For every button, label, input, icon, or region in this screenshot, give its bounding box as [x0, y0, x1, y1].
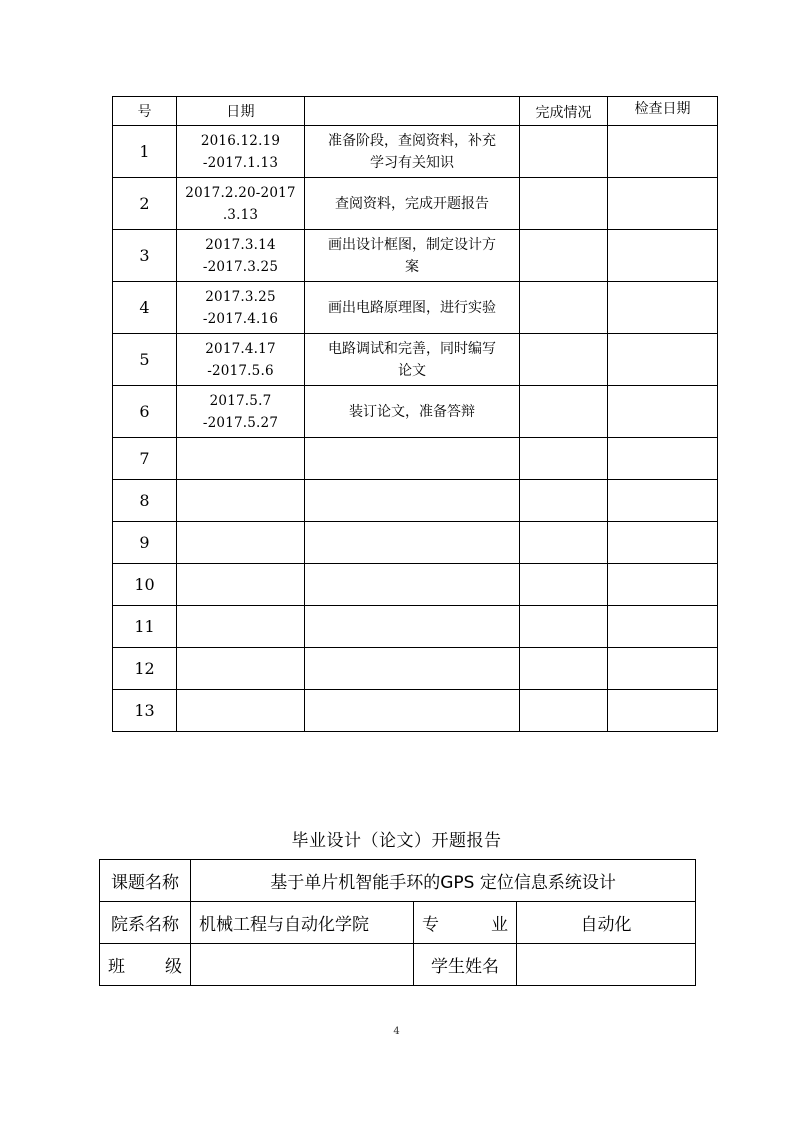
topic-value: 基于单片机智能手环的GPS 定位信息系统设计: [191, 860, 696, 902]
dept-row: [100, 902, 696, 944]
header-check: 检查日期: [608, 97, 718, 126]
row-num: 11: [113, 606, 177, 648]
row-date: 2017.2.20-2017 .3.13: [177, 178, 305, 230]
header-done: 完成情况: [520, 97, 608, 126]
row-check: [608, 386, 718, 438]
row-task: [305, 522, 520, 564]
row-num: 12: [113, 648, 177, 690]
table-row: [113, 606, 718, 648]
row-num: 7: [113, 438, 177, 480]
row-check: [608, 126, 718, 178]
row-num: 6: [113, 386, 177, 438]
row-done: [520, 690, 608, 732]
row-date: [177, 438, 305, 480]
table-row: [113, 178, 718, 230]
row-num: 4: [113, 282, 177, 334]
row-num: 10: [113, 564, 177, 606]
row-date: [177, 480, 305, 522]
class-row: [100, 944, 696, 986]
row-check: [608, 606, 718, 648]
row-task: 画出电路原理图，进行实验: [305, 282, 520, 334]
row-done: [520, 606, 608, 648]
header-task: [305, 97, 520, 126]
row-task: 准备阶段，查阅资料，补充 学习有关知识: [305, 126, 520, 178]
row-check: [608, 690, 718, 732]
row-check: [608, 480, 718, 522]
row-task: [305, 690, 520, 732]
row-date: [177, 606, 305, 648]
row-task: 电路调试和完善，同时编写 论文: [305, 334, 520, 386]
row-check: [608, 178, 718, 230]
row-date: [177, 690, 305, 732]
row-task: [305, 480, 520, 522]
table-row: [113, 522, 718, 564]
student-value: [517, 944, 696, 986]
row-done: [520, 522, 608, 564]
table-row: [113, 282, 718, 334]
row-date: 2017.5.7 -2017.5.27: [177, 386, 305, 438]
row-num: 8: [113, 480, 177, 522]
class-label: 班 级: [100, 944, 191, 986]
row-done: [520, 126, 608, 178]
row-num: 1: [113, 126, 177, 178]
report-title: 毕业设计（论文）开题报告: [291, 831, 502, 851]
row-check: [608, 648, 718, 690]
table-row: [113, 126, 718, 178]
table-row: [113, 648, 718, 690]
row-date: [177, 522, 305, 564]
row-task: [305, 564, 520, 606]
table-row: [113, 334, 718, 386]
row-done: [520, 564, 608, 606]
header-num: 号: [113, 97, 177, 126]
row-check: [608, 230, 718, 282]
report-info-table: [99, 859, 696, 986]
row-task: 查阅资料，完成开题报告: [305, 178, 520, 230]
row-done: [520, 178, 608, 230]
row-check: [608, 438, 718, 480]
row-date: 2017.3.14 -2017.3.25: [177, 230, 305, 282]
row-task: 装订论文，准备答辩: [305, 386, 520, 438]
row-task: 画出设计框图，制定设计方 案: [305, 230, 520, 282]
row-num: 5: [113, 334, 177, 386]
topic-label: 课题名称: [100, 860, 191, 902]
row-num: 2: [113, 178, 177, 230]
row-date: 2017.4.17 -2017.5.6: [177, 334, 305, 386]
row-check: [608, 334, 718, 386]
row-num: 9: [113, 522, 177, 564]
topic-row: [100, 860, 696, 902]
row-done: [520, 480, 608, 522]
student-label: 学生姓名: [414, 944, 517, 986]
row-num: 3: [113, 230, 177, 282]
header-date: 日期: [177, 97, 305, 126]
row-check: [608, 522, 718, 564]
schedule-table: [112, 96, 718, 732]
row-date: [177, 564, 305, 606]
dept-label: 院系名称: [100, 902, 191, 944]
dept-value: 机械工程与自动化学院: [191, 902, 414, 944]
page-number: 4: [393, 1026, 400, 1037]
row-done: [520, 282, 608, 334]
schedule-header-row: [113, 97, 718, 126]
row-done: [520, 386, 608, 438]
major-label: 专 业: [414, 902, 517, 944]
row-done: [520, 334, 608, 386]
row-done: [520, 438, 608, 480]
class-value: [191, 944, 414, 986]
row-task: [305, 648, 520, 690]
major-value: 自动化: [517, 902, 696, 944]
table-row: [113, 690, 718, 732]
row-num: 13: [113, 690, 177, 732]
row-date: 2016.12.19 -2017.1.13: [177, 126, 305, 178]
row-date: [177, 648, 305, 690]
table-row: [113, 386, 718, 438]
row-task: [305, 606, 520, 648]
table-row: [113, 230, 718, 282]
table-row: [113, 438, 718, 480]
row-done: [520, 230, 608, 282]
row-date: 2017.3.25 -2017.4.16: [177, 282, 305, 334]
row-task: [305, 438, 520, 480]
row-check: [608, 564, 718, 606]
row-done: [520, 648, 608, 690]
row-check: [608, 282, 718, 334]
table-row: [113, 564, 718, 606]
table-row: [113, 480, 718, 522]
